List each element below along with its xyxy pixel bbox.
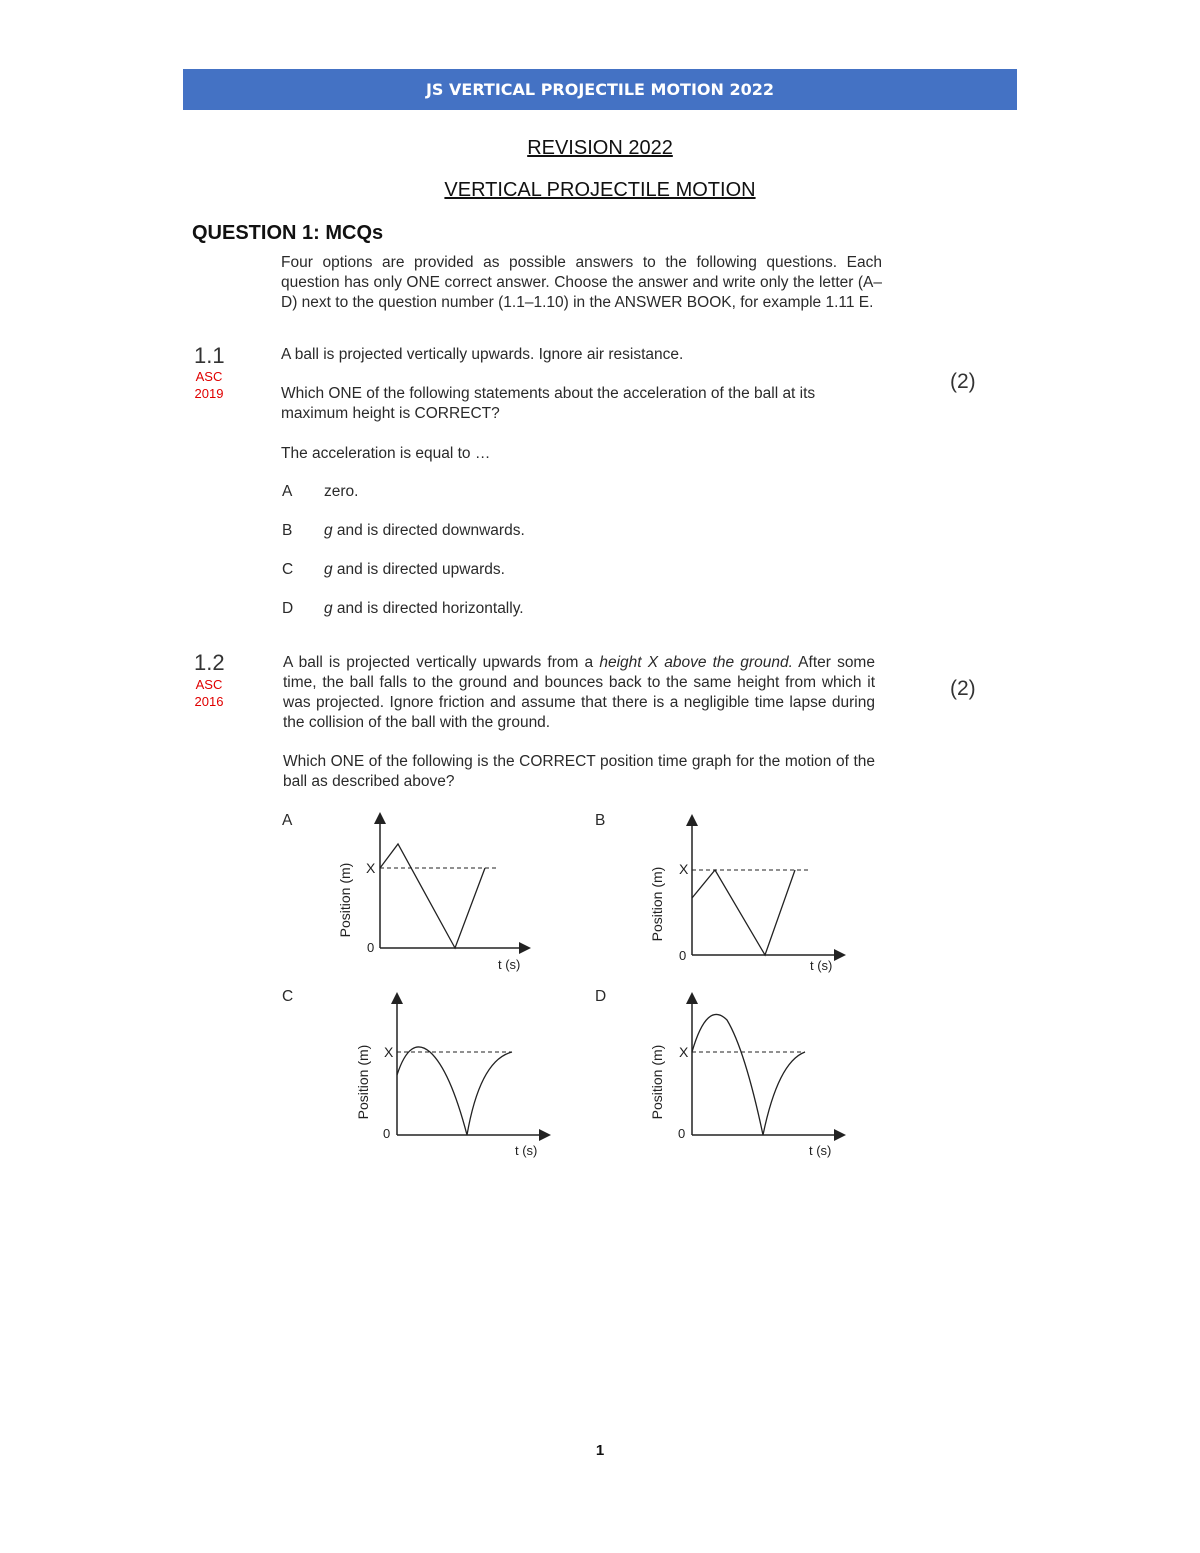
question-heading: QUESTION 1: MCQs	[192, 222, 384, 244]
q1-1-source	[193, 368, 225, 402]
option-text: and is directed horizontally.	[332, 600, 524, 617]
x-tick: X	[366, 860, 376, 876]
q1-1-question: Which ONE of the following statements about the acceleration of the ball at its maximum height is CORRECT?	[281, 385, 816, 422]
q1-2-marks: (2)	[950, 677, 976, 700]
g-symbol: g	[324, 600, 333, 617]
zero-tick: 0	[679, 948, 687, 963]
q1-1-number: 1.1	[194, 343, 225, 368]
q1-1-marks: (2)	[950, 370, 976, 393]
instructions: Four options are provided as possible answers to the following questions. Each question has only ONE correct answer. Choose the answer and write only the letter (A–D) next to the question number (1.1–1.10) in the ANSWER BOOK, for example 1.11 E.	[281, 254, 882, 311]
graph-c-label: C	[282, 988, 294, 1005]
revision-title: REVISION 2022	[527, 137, 673, 159]
q1-1-option-a-text: zero.	[324, 483, 359, 500]
y-axis-label: Position (m)	[355, 1044, 371, 1120]
q1-1-option-a-letter: A	[282, 483, 293, 500]
x-tick: X	[679, 1044, 689, 1060]
zero-tick: 0	[367, 940, 375, 955]
position-curve	[380, 844, 485, 948]
stem-part1: A ball is projected vertically upwards from a	[283, 654, 600, 671]
x-tick: X	[679, 861, 689, 877]
y-axis-label: Position (m)	[649, 1044, 665, 1120]
q1-1-option-c-text	[324, 561, 505, 579]
x-axis-label: t (s)	[809, 1143, 832, 1158]
q1-1-source-line1: ASC	[195, 369, 223, 384]
zero-tick: 0	[383, 1126, 391, 1141]
q1-2-number: 1.2	[194, 650, 225, 675]
q1-1-option-b-letter: B	[282, 522, 293, 539]
q1-2-stem	[283, 653, 875, 733]
header-banner: JS VERTICAL PROJECTILE MOTION 2022	[183, 69, 1017, 110]
zero-tick: 0	[678, 1126, 686, 1141]
position-curve	[692, 870, 795, 955]
q1-1-option-d-text	[324, 600, 524, 618]
stem-italic: height X above the ground.	[599, 654, 793, 671]
q1-1-stem: A ball is projected vertically upwards. Ignore air resistance.	[281, 346, 684, 363]
q1-2-source-line1: ASC	[195, 677, 223, 692]
stem-part2: After some time, the ball falls to the ground and bounces back to the same height from which it was projected. Ignore friction and assume that there is a negligible time lapse during the collision of the ball with the ground.	[283, 654, 875, 731]
q1-1-lead: The acceleration is equal to …	[281, 445, 491, 462]
q1-1-option-d-letter: D	[282, 600, 294, 617]
option-text: and is directed downwards.	[332, 522, 525, 539]
graph-b	[645, 808, 860, 978]
option-text: and is directed upwards.	[332, 561, 505, 578]
q1-2-source	[193, 676, 225, 710]
y-axis-label: Position (m)	[337, 862, 353, 938]
graph-a-label: A	[282, 812, 293, 829]
graph-d-label: D	[595, 988, 607, 1005]
topic-title: VERTICAL PROJECTILE MOTION	[444, 179, 756, 201]
x-axis-label: t (s)	[515, 1143, 538, 1158]
position-curve	[397, 1047, 512, 1135]
graph-c	[350, 990, 565, 1160]
g-symbol: g	[324, 561, 333, 578]
y-axis-label: Position (m)	[649, 866, 665, 942]
graph-a	[330, 808, 545, 978]
q1-1-option-b-text	[324, 522, 525, 540]
g-symbol: g	[324, 522, 333, 539]
q1-1-option-c-letter: C	[282, 561, 294, 578]
page-number: 1	[595, 1442, 605, 1459]
x-axis-label: t (s)	[810, 958, 833, 973]
graph-d	[645, 990, 860, 1160]
x-tick: X	[384, 1044, 394, 1060]
q1-2-source-line2: 2016	[194, 694, 224, 709]
q1-1-source-line2: 2019	[194, 386, 224, 401]
x-axis-label: t (s)	[498, 957, 521, 972]
position-curve	[692, 1014, 805, 1135]
graph-b-label: B	[595, 812, 606, 829]
q1-2-question: Which ONE of the following is the CORRECT position time graph for the motion of the ball as described above?	[283, 753, 875, 790]
